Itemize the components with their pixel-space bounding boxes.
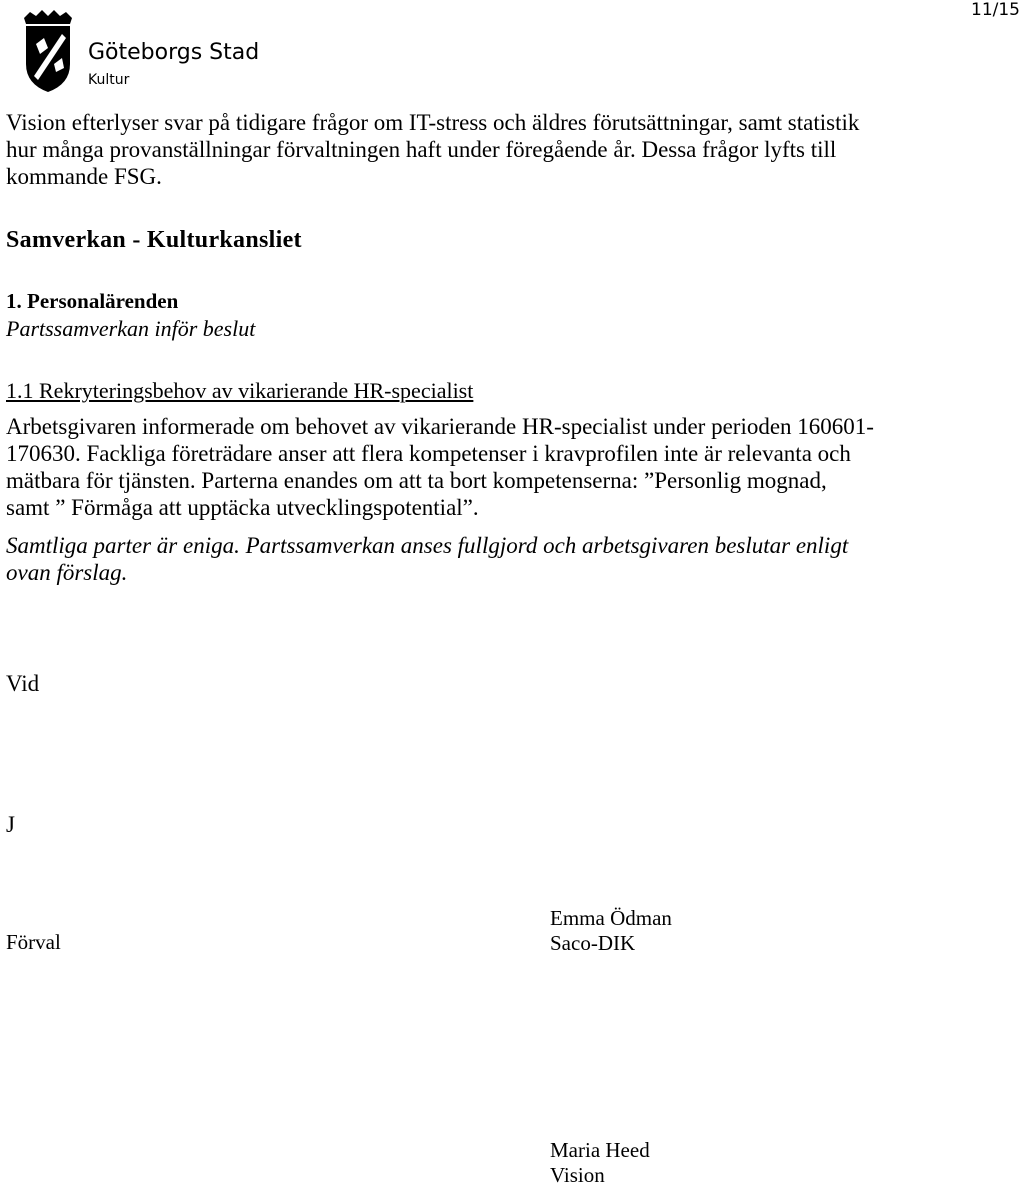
intro-line: Vision efterlyser svar på tidigare frågor om IT-stress och äldres förutsättningar, samt statistik	[6, 110, 860, 135]
intro-line: hur många provanställningar förvaltningen haft under föregående år. Dessa frågor lyfts till	[6, 137, 837, 162]
signature-block	[550, 906, 672, 956]
fragment-forval: Förval	[6, 930, 61, 954]
signature-org: Saco-DIK	[550, 931, 636, 955]
item-heading: 1. Personalärenden	[6, 289, 179, 313]
subitem-line: samt ” Förmåga att upptäcka utvecklingspotential”.	[6, 495, 479, 520]
subitem-line: Arbetsgivaren informerade om behovet av vikarierande HR-specialist under perioden 160601-	[6, 414, 874, 439]
page-number: 11/15	[971, 0, 1020, 20]
logo-title: Göteborgs Stad	[88, 40, 260, 65]
signature-org: Vision	[550, 1163, 605, 1187]
subitem-line: 170630. Fackliga företrädare anser att flera kompetenser i kravprofilen inte är relevanta och	[6, 441, 851, 466]
conclusion-line: Samtliga parter är eniga. Partssamverkan anses fullgjord och arbetsgivaren beslutar enligt	[6, 533, 849, 558]
signature-block	[550, 1138, 650, 1188]
intro-line: kommande FSG.	[6, 164, 162, 189]
section-heading: Samverkan - Kulturkansliet	[6, 227, 302, 253]
conclusion-paragraph	[6, 532, 1016, 586]
subitem-paragraph	[6, 413, 1016, 521]
item-subheading: Partssamverkan inför beslut	[6, 316, 256, 341]
logo-subtitle: Kultur	[88, 72, 130, 88]
fragment-vid: Vid	[6, 671, 40, 696]
intro-paragraph	[6, 109, 1016, 190]
subitem-line: mätbara för tjänsten. Parterna enandes om att ta bort kompetenserna: ”Personlig mognad,	[6, 468, 827, 493]
city-crest-icon	[14, 4, 82, 101]
signature-name: Maria Heed	[550, 1138, 650, 1162]
signature-name: Emma Ödman	[550, 906, 672, 930]
conclusion-line: ovan förslag.	[6, 560, 128, 585]
fragment-j: J	[6, 812, 15, 837]
subitem-heading: 1.1 Rekryteringsbehov av vikarierande HR-specialist	[6, 378, 474, 403]
